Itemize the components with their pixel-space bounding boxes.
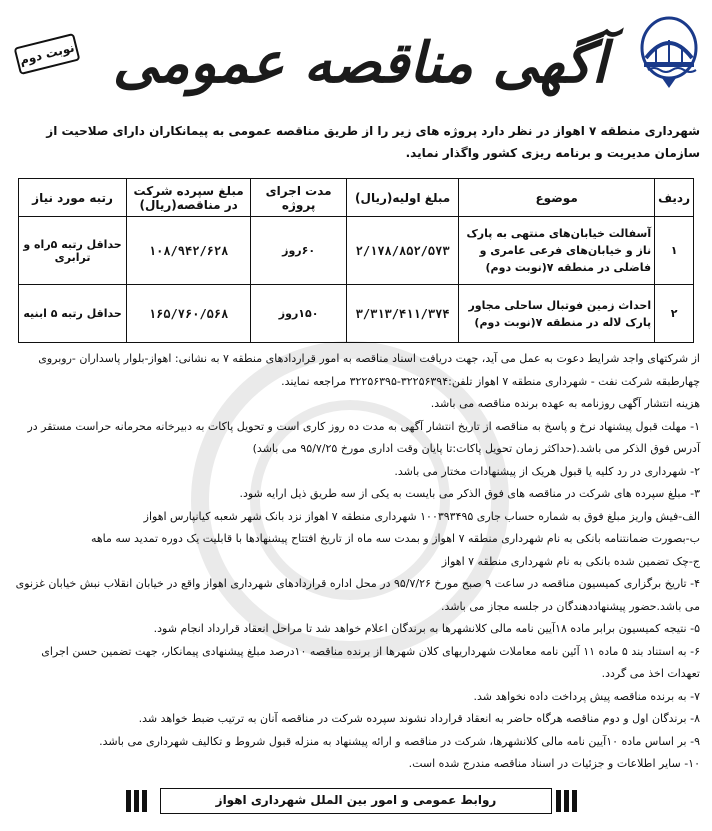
table-header-row [19, 179, 694, 217]
list-item: ۷- به برنده مناقصه پیش پرداخت داده نخواهد شد. [473, 689, 700, 703]
cell-amount: ۳/۳۱۳/۴۱۱/۳۷۴ [347, 285, 459, 343]
list-item: ب-بصورت ضمانتنامه بانکی به نام شهرداری منطقه ۷ اهواز و بمدت سه ماه از تاریخ افتتاح پیشنهادها با قابلیت یک دوره تمدید سه ماهه [90, 532, 700, 545]
round-badge: نوبت دوم [14, 33, 81, 75]
header-deposit: مبلغ سپرده شرکت در مناقصه(ریال) [127, 179, 251, 217]
footer-signature: روابط عمومی و امور بین الملل شهرداری اهواز [160, 788, 552, 814]
cell-duration: ۱۵۰روز [251, 285, 347, 343]
cell-amount: ۲/۱۷۸/۸۵۲/۵۷۳ [347, 217, 459, 285]
list-item: ۳- مبلغ سپرده های شرکت در مناقصه های فوق الذکر می بایست به یکی از سه طریق ذیل ارایه شود. [239, 487, 700, 500]
invitation-paragraph: از شرکتهای واجد شرایط دعوت به عمل می آید، جهت دریافت اسناد مناقصه به امور قراردادهای منطقه ۷ به نشانی: اهواز-بلوار پاسداران -روبروی چهارطبقه شرکت نفت - شهرداری منطقه ۷ اهواز تلفن:۳۲۲۵۶۳۹۴-۳۲۲۵۶۳۹۵ مراجعه نمایند. [38, 352, 700, 388]
decorative-bars-right [556, 790, 584, 812]
cell-rank: حداقل رتبه ۵راه و ترابری [19, 217, 127, 285]
list-item: ۶- به استناد بند ۵ ماده ۱۱ آئین نامه معاملات شهرداریهای کلان شهرها از برنده مناقصه ۱۰درصد مبلغ پیشنهادی پیمانکار، جهت تضمین حسن اجرای تعهدات اخذ می گردد. [41, 644, 700, 680]
list-item: ۴- تاریخ برگزاری کمیسیون مناقصه در ساعت ۹ صبح مورخ ۹۵/۷/۲۶ در محل اداره قراردادهای شهرداری اهواز واقع در خیابان انقلاب نبش خیابان غزنوی می باشد.حضور پیشنهاددهندگان در جلسه مجاز می باشد. [15, 577, 700, 613]
conditions-section [12, 348, 700, 776]
table-row [19, 217, 694, 285]
list-item: ۹- بر اساس ماده ۱۰آیین نامه مالی کلانشهرها، شرکت در مناقصه و ارائه پیشنهاد به منزله قبول شروط و تکالیف شهرداری می باشد. [99, 734, 700, 748]
list-item: ۲- شهرداری در رد کلیه یا قبول هریک از پیشنهادات مختار می باشد. [394, 464, 700, 478]
table-row [19, 285, 694, 343]
cell-duration: ۶۰روز [251, 217, 347, 285]
header-amount: مبلغ اولیه(ریال) [347, 179, 459, 217]
decorative-bars-left [126, 790, 154, 812]
cell-row-number: ۱ [655, 217, 694, 285]
cell-deposit: ۱۰۸/۹۴۲/۶۲۸ [127, 217, 251, 285]
municipality-logo-icon [640, 14, 698, 94]
list-item: ۱- مهلت قبول پیشنهاد نرخ و پاسخ به مناقصه از تاریخ انتشار آگهی به مدت ده روز کاری است و تحویل پاکات به دبیرخانه محرمانه حراست مستقر در آدرس فوق الذکر می باشد.(حداکثر زمان تحویل پاکات:تا پایان وقت اداری مورخ ۹۵/۷/۲۵ می باشد) [27, 419, 700, 455]
list-item: ج-چک تضمین شده بانکی به نام شهرداری منطقه ۷ اهواز [441, 554, 700, 568]
header-subject: موضوع [459, 179, 655, 217]
header-duration: مدت اجرای پروژه [251, 179, 347, 217]
list-item: الف-فیش واریز مبلغ فوق به شماره حساب جاری ۱۰۰۳۹۳۴۹۵ شهرداری منطقه ۷ اهواز نزد بانک شهر شعبه کیانپارس اهواز [143, 509, 700, 523]
header-rank: رتبه مورد نیاز [19, 179, 127, 217]
list-item: ۱۰- سایر اطلاعات و جزئیات در اسناد مناقصه مندرج شده است. [408, 757, 700, 770]
projects-table [18, 178, 694, 343]
cell-row-number: ۲ [655, 285, 694, 343]
notice-title: آگهی مناقصه عمومی [112, 30, 608, 96]
header-row-number: ردیف [655, 179, 694, 217]
cell-subject: احداث زمین فوتبال ساحلی مجاور پارک لاله در منطقه ۷(نوبت دوم) [459, 285, 655, 343]
cost-note: هزینه انتشار آگهی روزنامه به عهده برنده مناقصه می باشد. [430, 397, 700, 410]
intro-paragraph: شهرداری منطقه ۷ اهواز در نظر دارد پروژه های زیر را از طریق مناقصه عمومی به پیمانکاران دارای صلاحیت از سازمان مدیریت و برنامه ریزی کشور واگذار نماید. [46, 124, 700, 160]
list-item: ۵- نتیجه کمیسیون برابر ماده ۱۸آیین نامه مالی کلانشهرها به برندگان اعلام خواهد شد تا مراحل انعقاد قرارداد انجام شود. [153, 622, 700, 635]
cell-subject: آسفالت خیابان‌های منتهی به پارک ناز و خیابان‌های فرعی عامری و فاضلی در منطقه ۷(نوبت دوم) [459, 217, 655, 285]
cell-rank: حداقل رتبه ۵ ابنیه [19, 285, 127, 343]
list-item: ۸- برندگان اول و دوم مناقصه هرگاه حاضر به انعقاد قرارداد نشوند سپرده شرکت در مناقصه آنان به ترتیب ضبط خواهد شد. [138, 712, 700, 725]
cell-deposit: ۱۶۵/۷۶۰/۵۶۸ [127, 285, 251, 343]
